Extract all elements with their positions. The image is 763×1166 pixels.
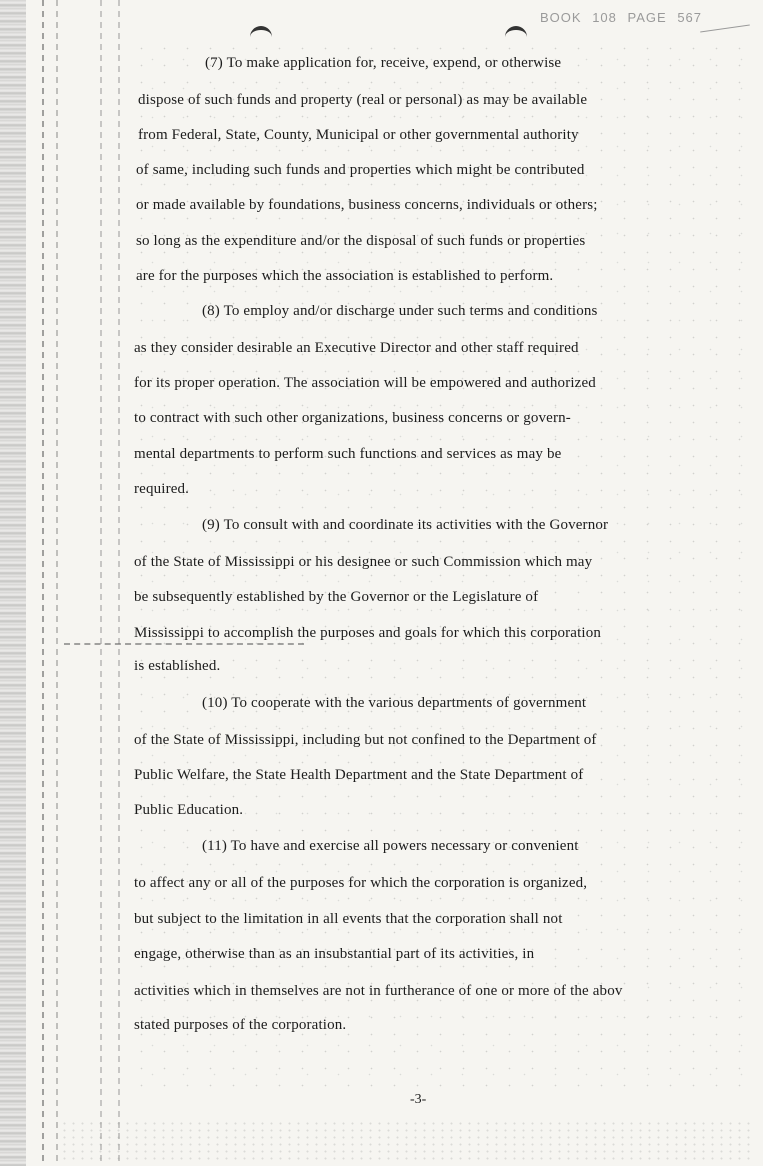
page-label: PAGE xyxy=(627,10,667,25)
text-line: of the State of Mississippi or his designee or such Commission which may xyxy=(134,554,593,570)
text-line: from Federal, State, County, Municipal or other governmental authority xyxy=(138,127,579,143)
book-page-stamp xyxy=(540,10,710,34)
book-number: 108 xyxy=(592,10,617,25)
text-line: as they consider desirable an Executive Director and other staff required xyxy=(134,340,579,356)
text-line: mental departments to perform such functions and services as may be xyxy=(134,446,562,462)
text-line: is established. xyxy=(134,658,221,674)
text-line: (8) To employ and/or discharge under such terms and conditions xyxy=(202,303,598,319)
text-line: dispose of such funds and property (real or personal) as may be available xyxy=(138,92,588,108)
page-number: -3- xyxy=(410,1092,427,1107)
text-line: (11) To have and exercise all powers necessary or convenient xyxy=(202,838,579,854)
text-line: be subsequently established by the Governor or the Legislature of xyxy=(134,589,539,605)
text-line: so long as the expenditure and/or the disposal of such funds or properties xyxy=(136,233,586,249)
text-line: (10) To cooperate with the various departments of government xyxy=(202,695,587,711)
scan-noise xyxy=(60,1120,750,1160)
text-line: of the State of Mississippi, including but not confined to the Department of xyxy=(134,732,597,748)
text-line: activities which in themselves are not in furtherance of one or more of the abov xyxy=(134,983,623,999)
text-line: of same, including such funds and properties which might be contributed xyxy=(136,162,585,178)
binder-hole-mark xyxy=(505,26,527,44)
margin-rule xyxy=(56,0,58,1166)
text-line: to affect any or all of the purposes for which the corporation is organized, xyxy=(134,875,588,891)
text-line: for its proper operation. The association will be empowered and authorized xyxy=(134,375,596,391)
text-line: or made available by foundations, business concerns, individuals or others; xyxy=(136,197,598,213)
text-line: (9) To consult with and coordinate its activities with the Governor xyxy=(202,517,609,533)
text-line: required. xyxy=(134,481,190,497)
page-stamp-number: 567 xyxy=(677,10,703,25)
text-line: are for the purposes which the association is established to perform. xyxy=(136,268,554,284)
margin-rule xyxy=(118,0,120,1166)
dashed-rule xyxy=(64,643,304,645)
scanned-page-edge xyxy=(0,0,26,1166)
text-line: but subject to the limitation in all events that the corporation shall not xyxy=(134,911,563,927)
text-line: Public Education. xyxy=(134,802,244,818)
text-line: (7) To make application for, receive, expend, or otherwise xyxy=(205,55,562,71)
margin-rule xyxy=(100,0,102,1166)
book-label: BOOK xyxy=(540,10,582,25)
binder-hole-mark xyxy=(250,26,272,44)
text-line: to contract with such other organizations, business concerns or govern- xyxy=(134,410,571,426)
text-line: Mississippi to accomplish the purposes and goals for which this corporation xyxy=(134,625,602,641)
margin-rule xyxy=(42,0,44,1166)
text-line: stated purposes of the corporation. xyxy=(134,1017,347,1033)
text-line: Public Welfare, the State Health Department and the State Department of xyxy=(134,767,584,783)
text-line: engage, otherwise than as an insubstantial part of its activities, in xyxy=(134,946,535,962)
